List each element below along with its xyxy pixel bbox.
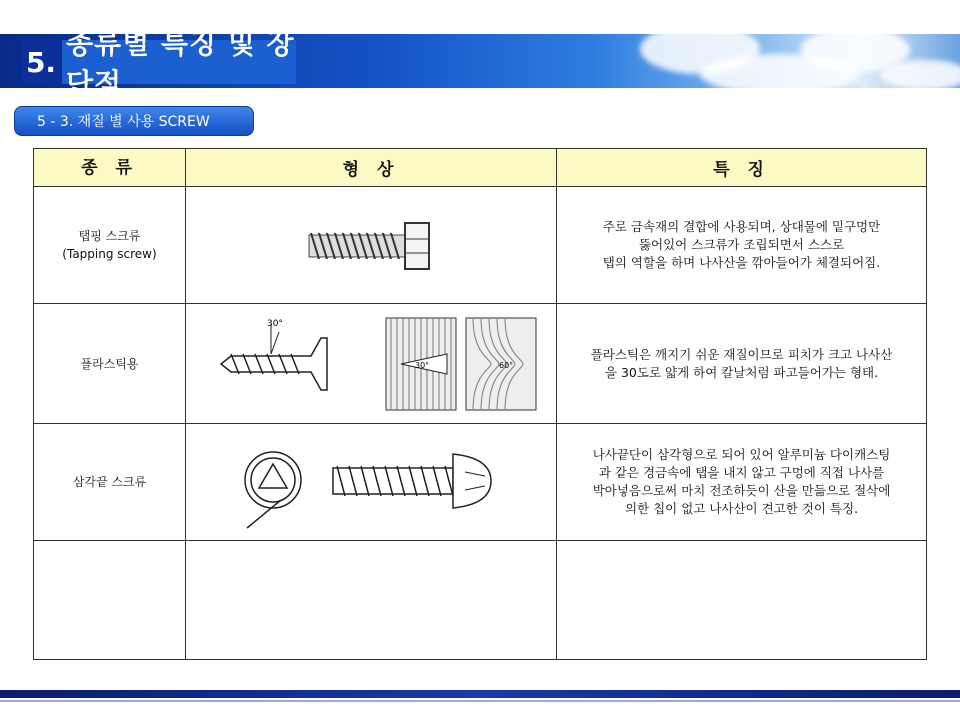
feature-text: 의한 칩이 없고 나사산이 견고한 것이 특징. <box>624 501 859 516</box>
shape-cell <box>186 424 557 541</box>
section-30 <box>386 318 456 410</box>
footer-line <box>0 700 960 702</box>
feature-cell <box>557 304 927 424</box>
page-title: 종류별 특징 및 장단점 <box>62 40 296 84</box>
table-row <box>34 541 927 660</box>
type-name: 삼각끝 스크류 <box>72 475 147 489</box>
shape-cell <box>186 304 557 424</box>
triangular-screw-image <box>241 434 501 530</box>
tapping-screw-image <box>301 215 441 275</box>
table-row <box>34 304 927 424</box>
type-name: 플라스틱용 <box>80 356 139 371</box>
footer-bar <box>0 690 960 698</box>
header-shape: 형 상 <box>186 149 557 187</box>
feature-text: 박아넣음으로써 마치 전조하듯이 산을 만듦으로 절삭에 <box>592 483 891 498</box>
header-type: 종 류 <box>34 149 186 187</box>
screw-table <box>33 148 927 660</box>
type-name-en: (Tapping screw) <box>62 247 157 261</box>
type-cell <box>34 187 186 304</box>
header-feature: 특 징 <box>557 149 927 187</box>
type-cell <box>34 424 186 541</box>
feature-text: 과 같은 경금속에 탭을 내지 않고 구멍에 직접 나사를 <box>598 465 885 480</box>
feature-cell <box>557 424 927 541</box>
feature-text: 탭의 역할을 하며 나사산을 깎아들어가 체결되어짐. <box>602 255 881 270</box>
type-name: 탭핑 스크류 <box>78 229 141 243</box>
shape-cell <box>186 187 557 304</box>
feature-cell <box>557 187 927 304</box>
type-cell <box>34 304 186 424</box>
type-cell <box>34 541 186 660</box>
table-row <box>34 187 927 304</box>
feature-text: 을 30도로 얇게 하여 칼날처럼 파고들어가는 형태. <box>604 364 879 380</box>
feature-text: 주로 금속재의 결합에 사용되며, 상대물에 밑구멍만 <box>602 219 881 234</box>
feature-text: 뚫어있어 스크류가 조립되면서 스스로 <box>638 237 845 252</box>
feature-text: 플라스틱은 깨지기 쉬운 재질이므로 피치가 크고 나사산 <box>590 346 893 362</box>
feature-cell <box>557 541 927 660</box>
table-row <box>34 424 927 541</box>
shape-cell <box>186 541 557 660</box>
section-label-a: 30° <box>415 360 430 370</box>
angle-label: 30° <box>267 318 283 329</box>
section-subtitle: 5 - 3. 재질 별 사용 SCREW <box>14 106 254 136</box>
section-label-b: 60° <box>499 360 514 370</box>
plastic-screw-image <box>201 314 541 414</box>
section-number: 5. <box>22 40 60 84</box>
section-60 <box>466 318 536 410</box>
table-header-row <box>34 149 927 187</box>
feature-text: 나사끝단이 삼각형으로 되어 있어 알루미늄 다이캐스팅 <box>592 447 891 462</box>
plastic-screw-drawing <box>221 319 327 390</box>
